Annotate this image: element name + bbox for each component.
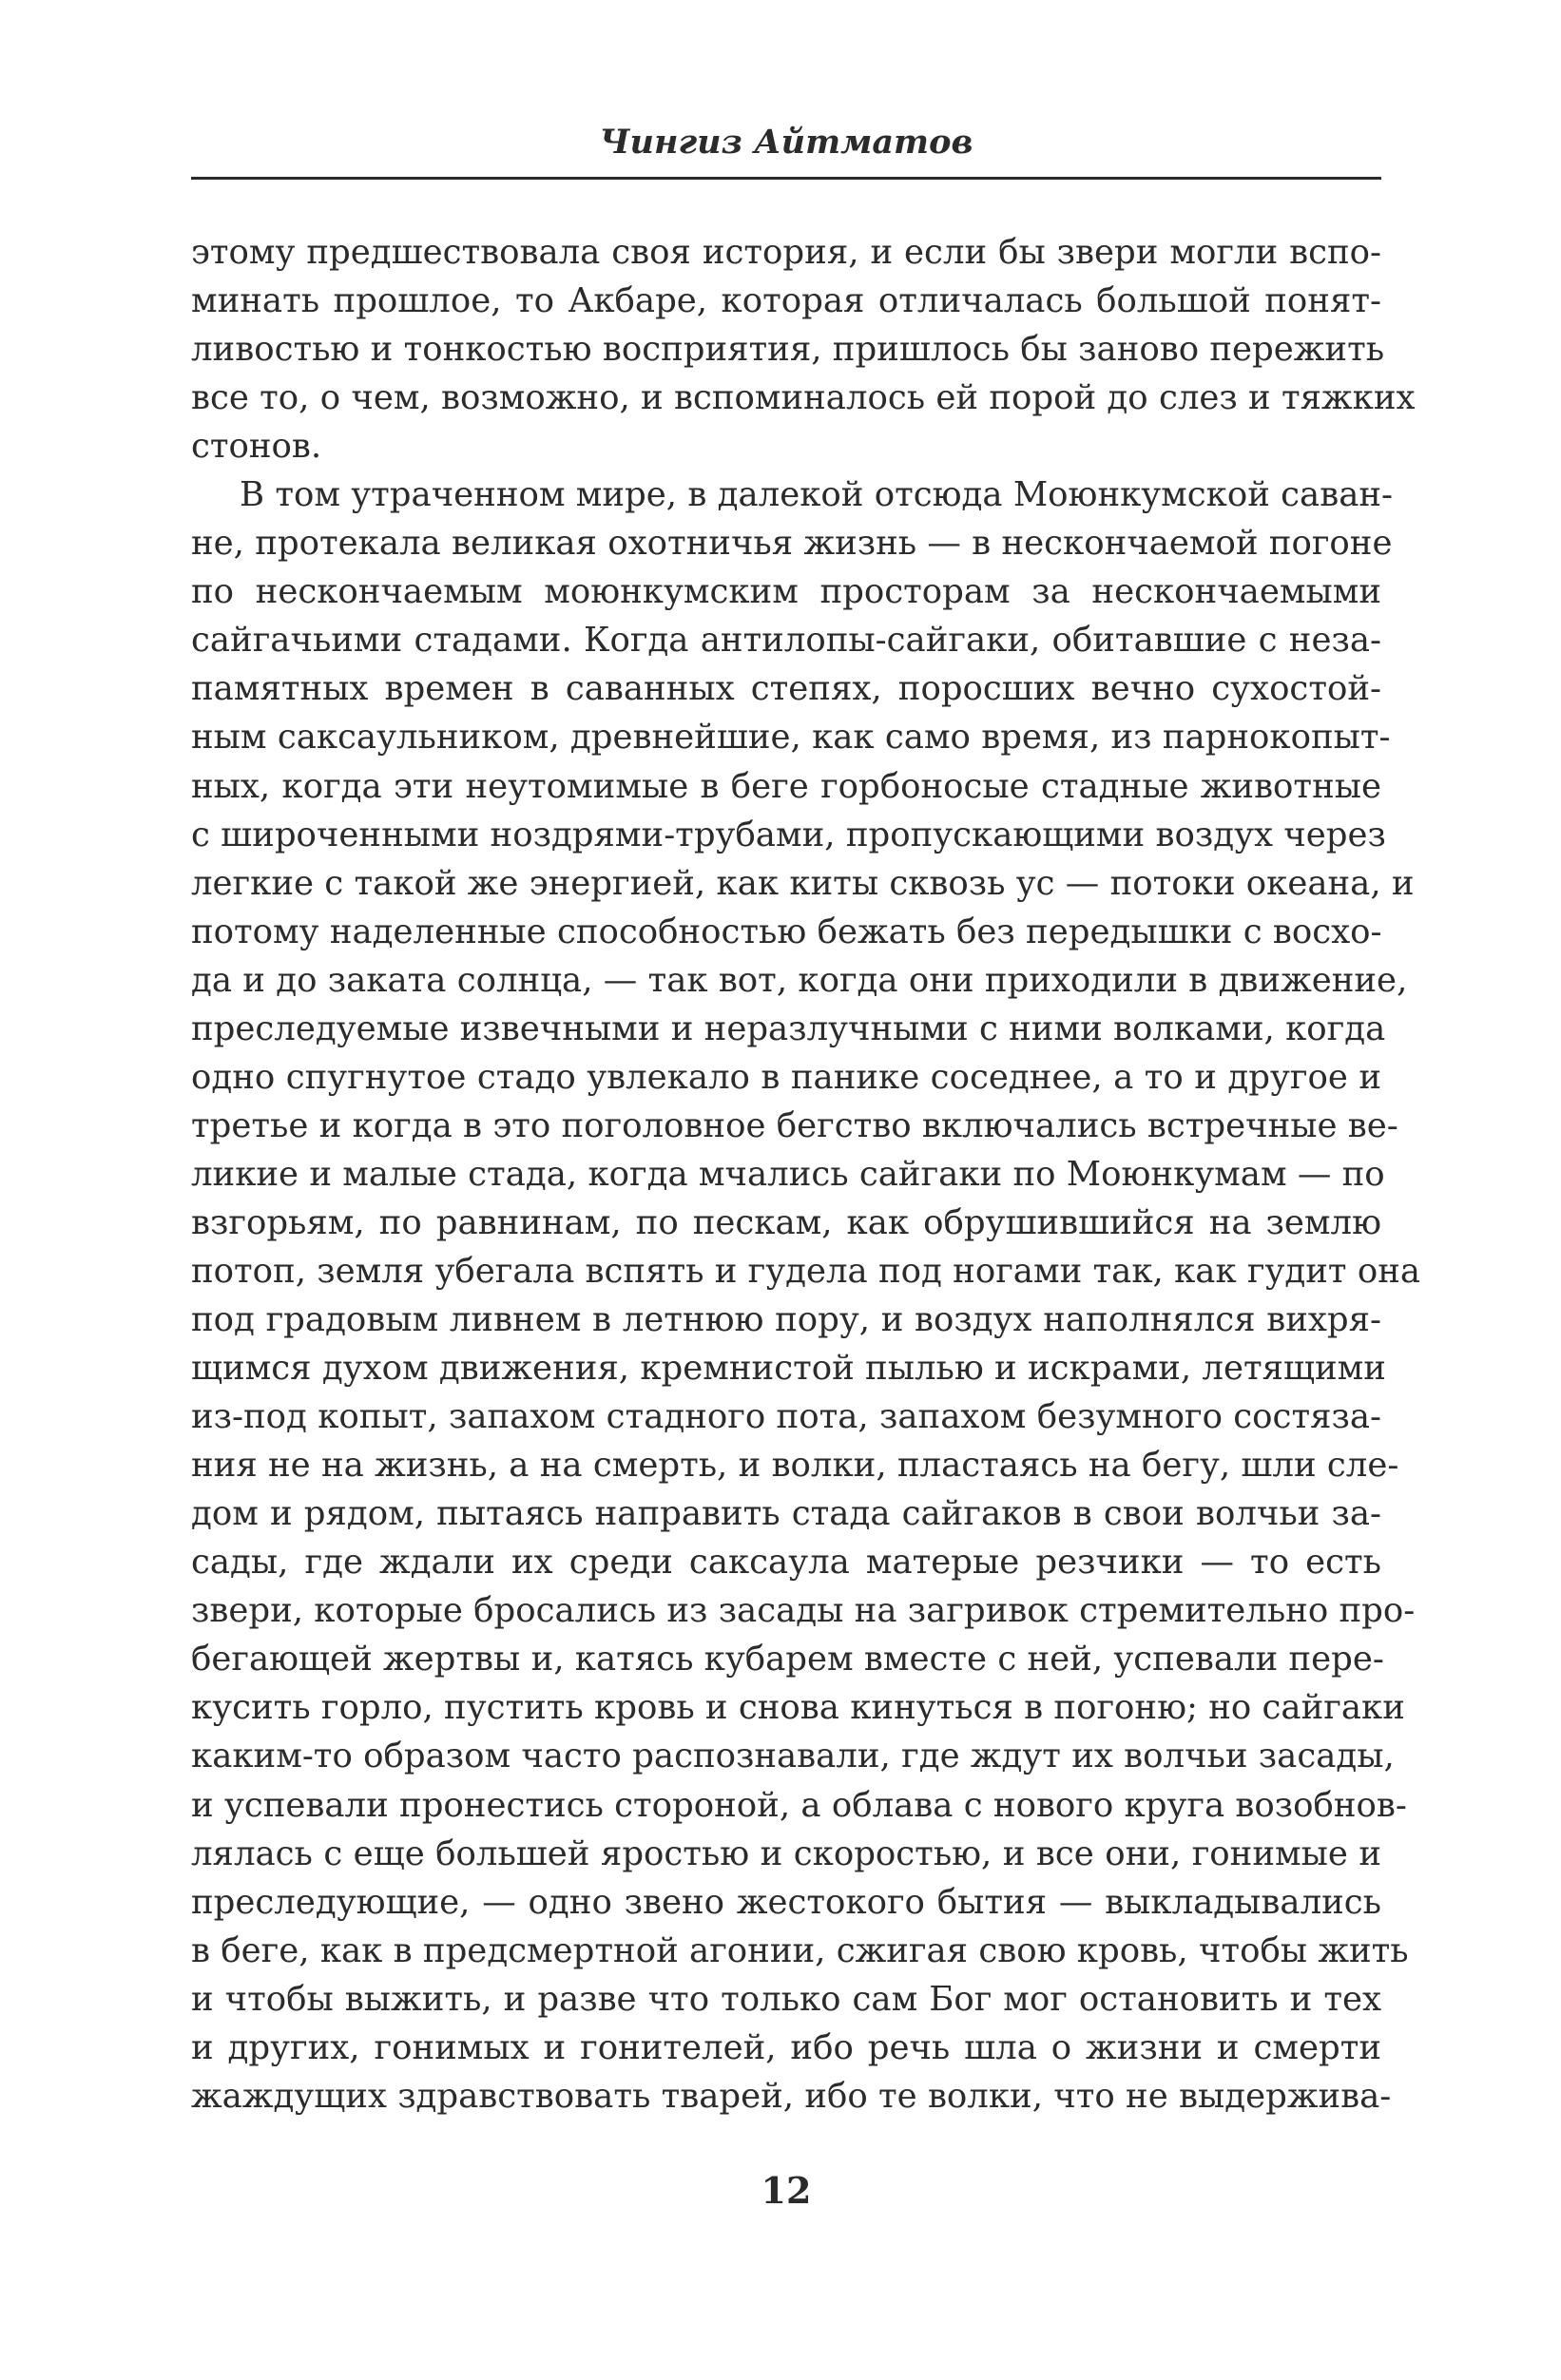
text-line: каким-то образом часто распознавали, где ждут их волчьи засады,	[191, 1737, 1395, 1776]
text-line: одно спугнутое стадо увлекало в панике соседнее, а то и другое и	[191, 1057, 1381, 1097]
text-line: преследующие, — одно звено жестокого бытия — выкладывались	[191, 1882, 1381, 1922]
paragraph	[191, 470, 1421, 2121]
text-line: этому предшествовала своя история, и если бы звери могли вспо-	[191, 233, 1381, 272]
page-number: 12	[761, 2169, 812, 2212]
text-line: минать прошлое, то Акбаре, которая отличалась большой понят-	[191, 281, 1381, 321]
text-line: бегающей жертвы и, катясь кубарем вместе с ней, успевали пере-	[191, 1640, 1384, 1679]
text-line: ным саксаульником, древнейшие, как само время, из парнокопыт-	[191, 718, 1391, 758]
text-line: щимся духом движения, кремнистой пылью и искрами, летящими	[191, 1349, 1386, 1389]
text-line: сайгачьими стадами. Когда антилопы-сайгаки, обитавшие с неза-	[191, 621, 1381, 661]
paragraph	[191, 228, 1416, 470]
text-line: под градовым ливнем в летнюю пору, и воздух наполнялся вихря-	[191, 1300, 1381, 1340]
text-line: из-под копыт, запахом стадного пота, запахом безумного состяза-	[191, 1397, 1381, 1437]
body-text	[191, 228, 1421, 2121]
text-line: в беге, как в предсмертной агонии, сжигая свою кровь, чтобы жить	[191, 1930, 1409, 1970]
text-line: дом и рядом, пытаясь направить стада сайгаков в свои волчьи за-	[191, 1494, 1381, 1534]
text-line: да и до заката солнца, — так вот, когда они приходили в движение,	[191, 960, 1408, 1000]
text-line: и чтобы выжить, и разве что только сам Бог мог остановить и тех	[191, 1979, 1381, 2019]
text-line: ния не на жизнь, а на смерть, и волки, пластаясь на бегу, шли сле-	[191, 1446, 1399, 1486]
text-line: взгорьям, по равнинам, по пескам, как обрушившийся на землю	[191, 1202, 1381, 1242]
text-line: с широченными ноздрями-трубами, пропускающими воздух через	[191, 815, 1386, 854]
text-line: не, протекала великая охотничья жизнь — в нескончаемой погоне	[191, 524, 1393, 564]
running-header: Чингиз Айтматов	[599, 123, 973, 162]
text-line: легкие с такой же энергией, как киты сквозь ус — потоки океана, и	[191, 863, 1415, 903]
text-line: все то, о чем, возможно, и вспоминалось ей порой до слез и тяжких	[191, 378, 1416, 418]
text-line: стонов.	[191, 427, 322, 467]
text-line: и успевали пронестись стороной, а облава с нового круга возобнов-	[191, 1785, 1407, 1825]
text-line: сады, где ждали их среди саксаула матерые резчики — то есть	[191, 1543, 1381, 1583]
text-line: жаждущих здравствовать тварей, ибо те волки, что не выдержива-	[191, 2076, 1392, 2116]
text-line: и других, гонимых и гонителей, ибо речь шла о жизни и смерти	[191, 2027, 1381, 2067]
text-line: ных, когда эти неутомимые в беге горбоносые стадные животные	[191, 766, 1381, 806]
header-rule	[191, 177, 1381, 180]
text-line: по нескончаемым моюнкумским просторам за нескончаемыми	[191, 572, 1381, 612]
text-line: памятных времен в саванных степях, поросших вечно сухостой-	[191, 669, 1381, 709]
text-line: третье и когда в это поголовное бегство включались встречные ве-	[191, 1105, 1398, 1145]
text-line: кусить горло, пустить кровь и снова кинуться в погоню; но сайгаки	[191, 1688, 1405, 1728]
text-line: звери, которые бросались из засады на загривок стремительно про-	[191, 1591, 1416, 1631]
text-line: преследуемые извечными и неразлучными с ними волками, когда	[191, 1008, 1386, 1048]
text-line: потому наделенные способностью бежать без передышки с восхо-	[191, 912, 1382, 951]
text-line: ликие и малые стада, когда мчались сайгаки по Моюнкумам — по	[191, 1154, 1385, 1194]
text-line: лялась с еще большей яростью и скоростью, и все они, гонимые и	[191, 1833, 1381, 1873]
text-line: ливостью и тонкостью восприятия, пришлось бы заново пережить	[191, 330, 1385, 370]
text-line: потоп, земля убегала вспять и гудела под ногами так, как гудит она	[191, 1251, 1421, 1291]
text-line: В том утраченном мире, в далекой отсюда Моюнкумской саван-	[240, 475, 1394, 515]
